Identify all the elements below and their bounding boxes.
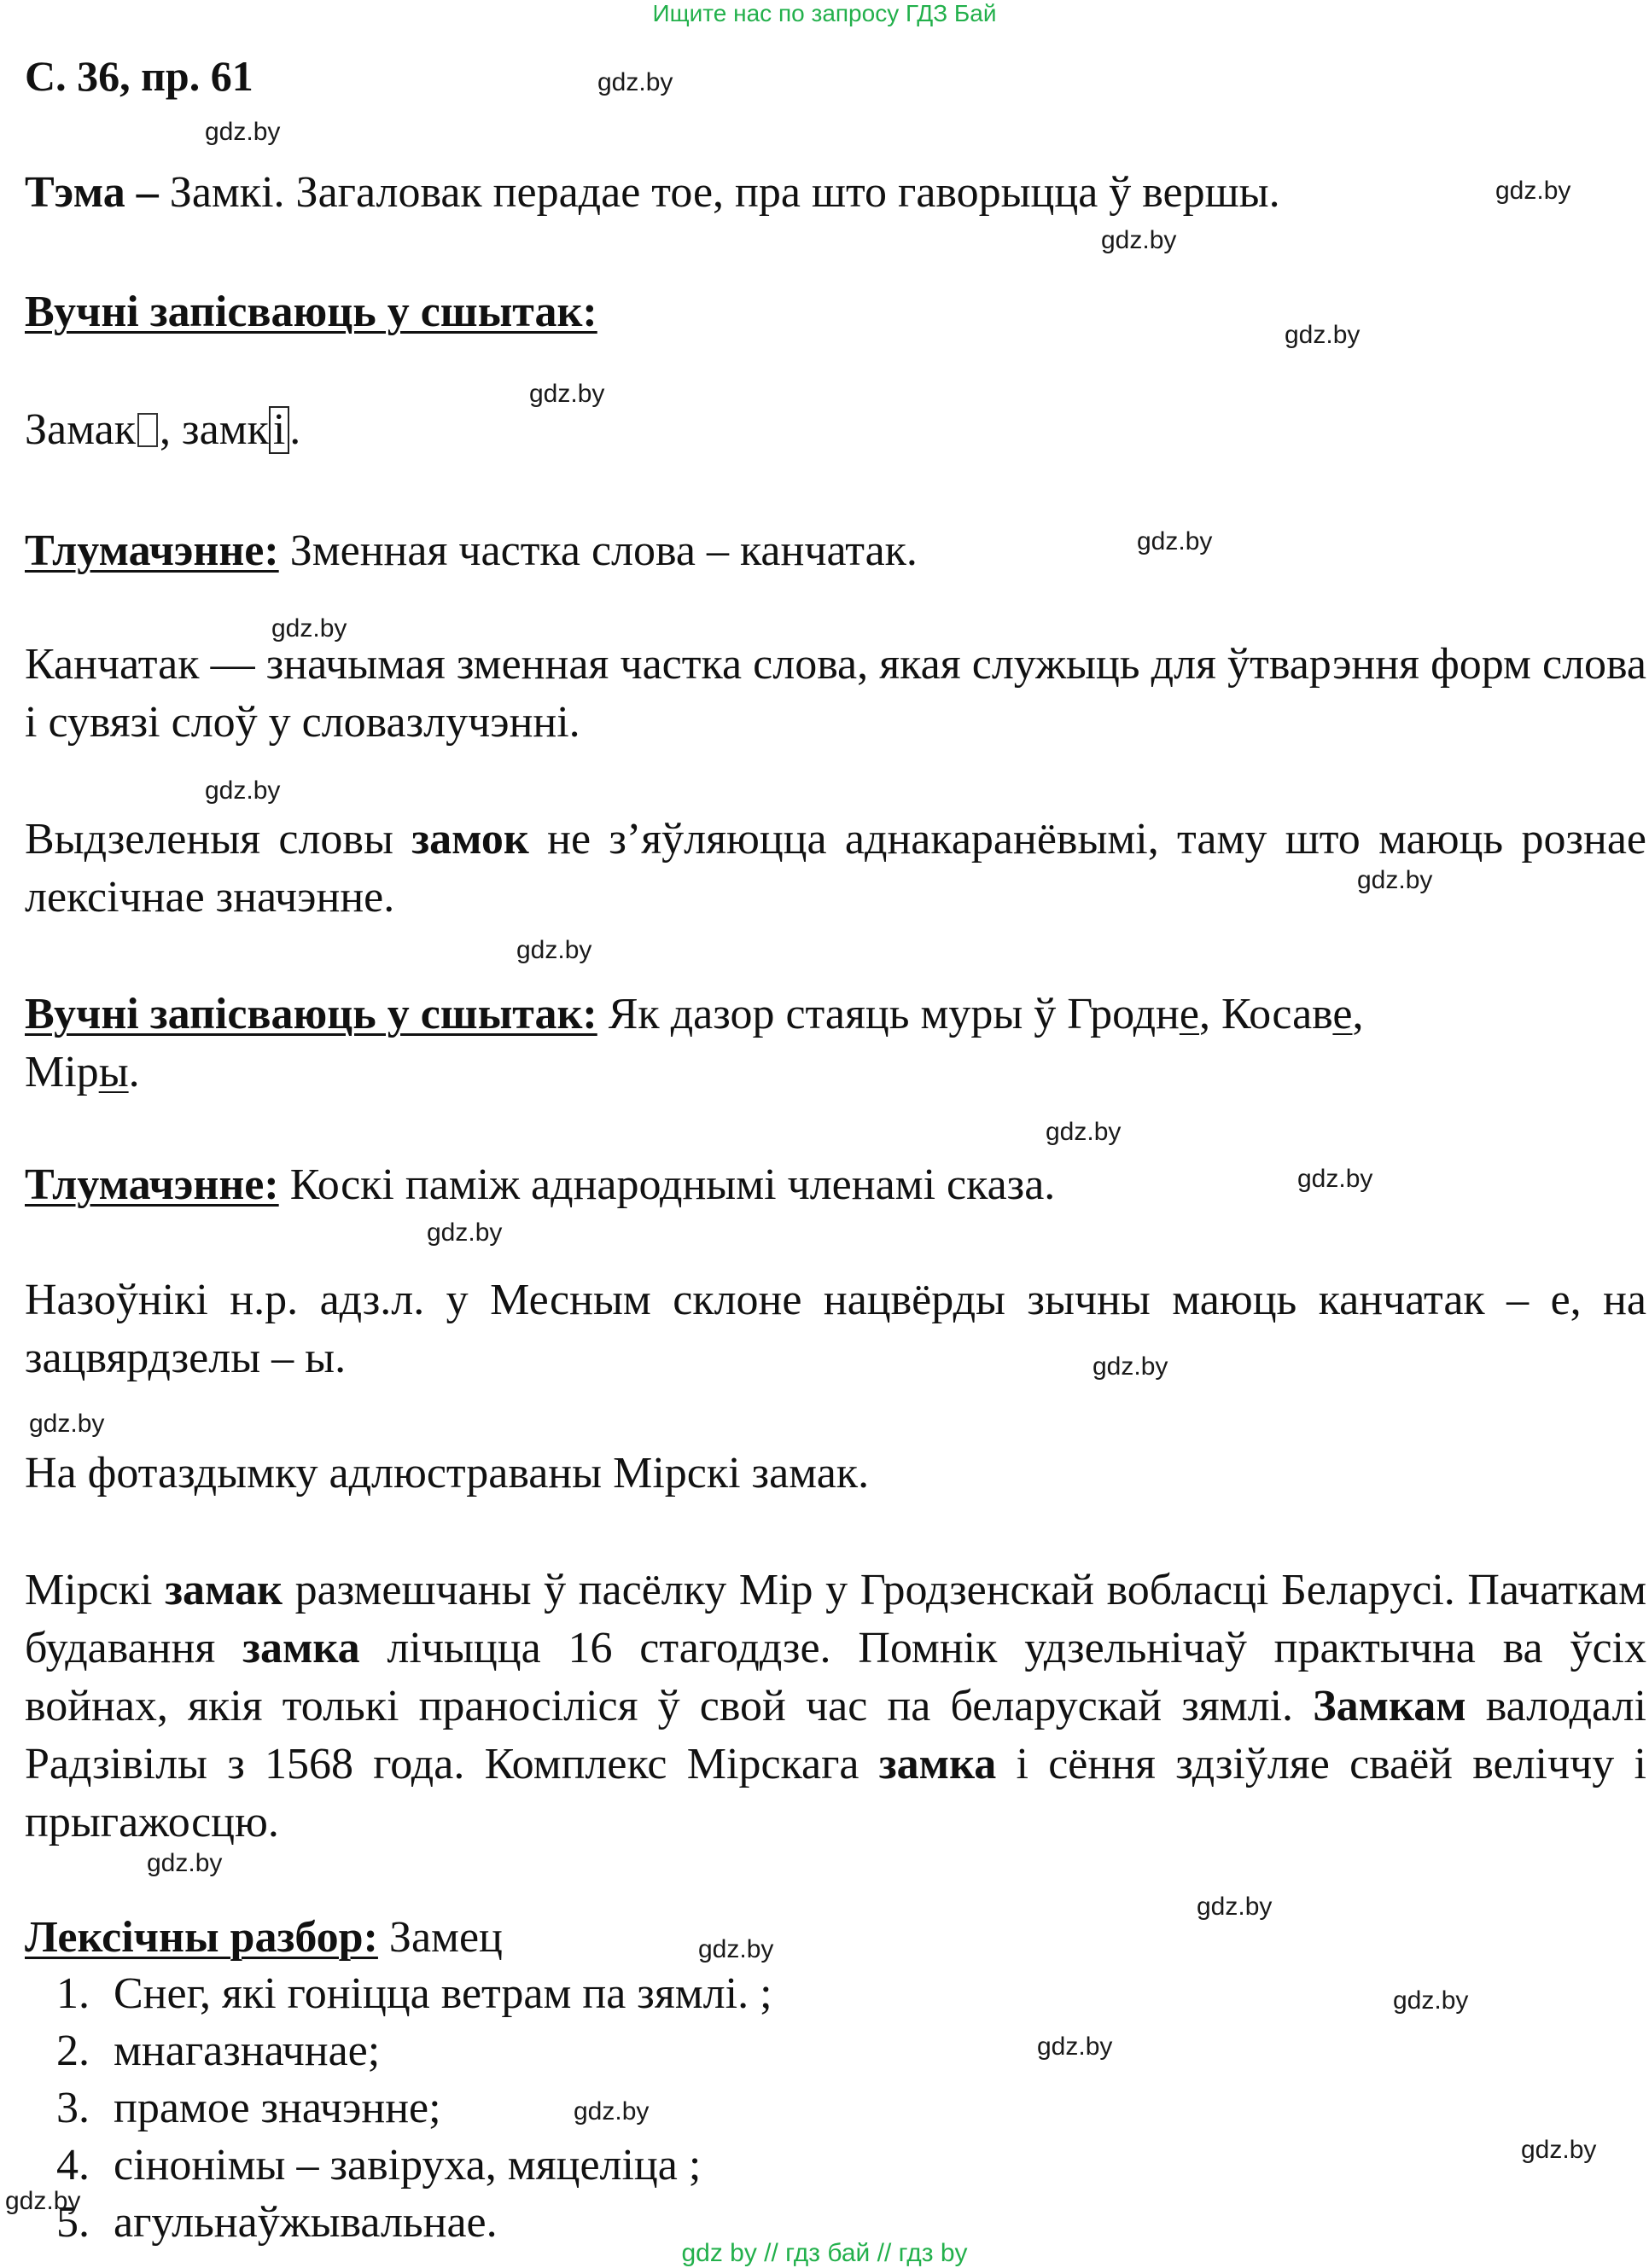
watermark: gdz.by — [1197, 1893, 1273, 1921]
bold-word-zamok: замок — [411, 815, 529, 864]
theme-line — [25, 164, 1280, 222]
watermark: gdz.by — [529, 380, 605, 408]
explanation-2 — [25, 1156, 1055, 1214]
highlight-paragraph: Выдзеленыя словы замок не з’яўляюцца аднакаранёвымі, таму што маюць рознае лексічнае значэнне. — [25, 815, 1646, 922]
watermark: gdz.by — [5, 2187, 81, 2215]
definition-paragraph: Канчатак — значымая зменная частка слова, якая служыць для ўтварэння форм слова і сувязі слоў у словазлучэнні. — [25, 640, 1646, 747]
watermark: gdz.by — [574, 2097, 650, 2126]
list-item: 5. агульнаўжывальнае. — [56, 2198, 498, 2247]
watermark: gdz.by — [1521, 2136, 1597, 2164]
watermark: gdz.by — [1037, 2032, 1113, 2061]
lexical-word: Замец — [377, 1913, 503, 1962]
list-item: 4. сінонімы – завіруха, мяцеліца ; — [56, 2141, 702, 2189]
watermark: gdz.by — [29, 1410, 105, 1438]
watermark: gdz.by — [1393, 1986, 1469, 2015]
watermark: gdz.by — [205, 776, 281, 805]
watermark: gdz.by — [698, 1935, 774, 1963]
word-sep: , замк — [160, 405, 269, 454]
mir-castle-paragraph: Мірскі замак размешчаны ў пасёлку Мір у Гродзенскай вобласці Беларусі. Пачаткам будавання замка лічыцца 16 стагоддзе. Помнік удзельнічаў практычна ва ўсіх войнах, якія толькі праносіліся ў свой час па беларускай зямлі. Замкам валодалі Радзівілы з 1568 года. Комплекс Мірскага замка і сёння здзіўляе сваёй веліччу і прыгажосцю. — [25, 1566, 1646, 1846]
watermark: gdz.by — [516, 936, 592, 964]
watermark: gdz.by — [1285, 321, 1361, 349]
header-banner[interactable]: Ищите нас по запросу ГДЗ Бай — [652, 0, 997, 26]
page-title: С. 36, пр. 61 — [25, 52, 253, 100]
notebook-label-2: Вучні запісваюць у сшытак: — [25, 990, 597, 1038]
watermark: gdz.by — [1101, 226, 1177, 254]
watermark: gdz.by — [1297, 1165, 1373, 1193]
notebook-2-paragraph: Вучні запісваюць у сшытак: Як дазор стаяць муры ў Гродне, Косаве, Міры. — [25, 990, 1364, 1096]
notebook-label-1: Вучні запісваюць у сшытак: — [25, 288, 597, 336]
empty-ending-box — [137, 413, 158, 447]
list-item: 2. мнагазначнае; — [56, 2027, 381, 2075]
explanation-2-label: Тлумачэнне: — [25, 1160, 279, 1209]
watermark: gdz.by — [1137, 527, 1213, 555]
explanation-1 — [25, 522, 918, 580]
watermark: gdz.by — [1046, 1118, 1122, 1146]
watermark: gdz.by — [597, 68, 673, 96]
ending-e-1: е — [1179, 990, 1199, 1038]
word-zamak: Замак — [25, 405, 137, 454]
words-line: Замак , замкі. — [25, 405, 301, 454]
photo-caption: На фотаздымку адлюстраваны Мірскі замак. — [25, 1449, 870, 1497]
lexical-heading — [25, 1909, 503, 1967]
watermark: gdz.by — [427, 1218, 503, 1247]
explanation-1-label: Тлумачэнне: — [25, 526, 279, 575]
ending-y: ы — [98, 1048, 129, 1096]
watermark: gdz.by — [1093, 1352, 1168, 1381]
list-item: 3. прамое значэнне; — [56, 2084, 441, 2132]
footer-links[interactable]: gdz by // гдз бай // гдз by — [681, 2239, 968, 2267]
theme-label: Тэма – — [25, 168, 159, 217]
theme-text: Замкі. Загаловак перадае тое, пра што гаворыцца ў вершы. — [158, 168, 1280, 217]
ending-box: і — [269, 406, 289, 454]
watermark: gdz.by — [1357, 866, 1433, 894]
watermark: gdz.by — [271, 614, 347, 643]
grammar-paragraph: Назоўнікі н.р. адз.л. у Месным склоне нацвёрды зычны маюць канчатак – е, на зацвярдзелы – ы. — [25, 1276, 1646, 1382]
ending-e-2: е — [1332, 990, 1353, 1038]
lexical-label: Лексічны разбор: — [25, 1913, 378, 1962]
list-item: 1. Снег, які гоніцца ветрам па зямлі. ; — [56, 1969, 772, 2018]
explanation-1-text: Зменная частка слова – канчатак. — [278, 526, 918, 575]
watermark: gdz.by — [205, 118, 281, 146]
explanation-2-text: Коскі паміж аднароднымі членамі сказа. — [278, 1160, 1056, 1209]
watermark: gdz.by — [147, 1849, 223, 1877]
watermark: gdz.by — [1495, 177, 1571, 205]
